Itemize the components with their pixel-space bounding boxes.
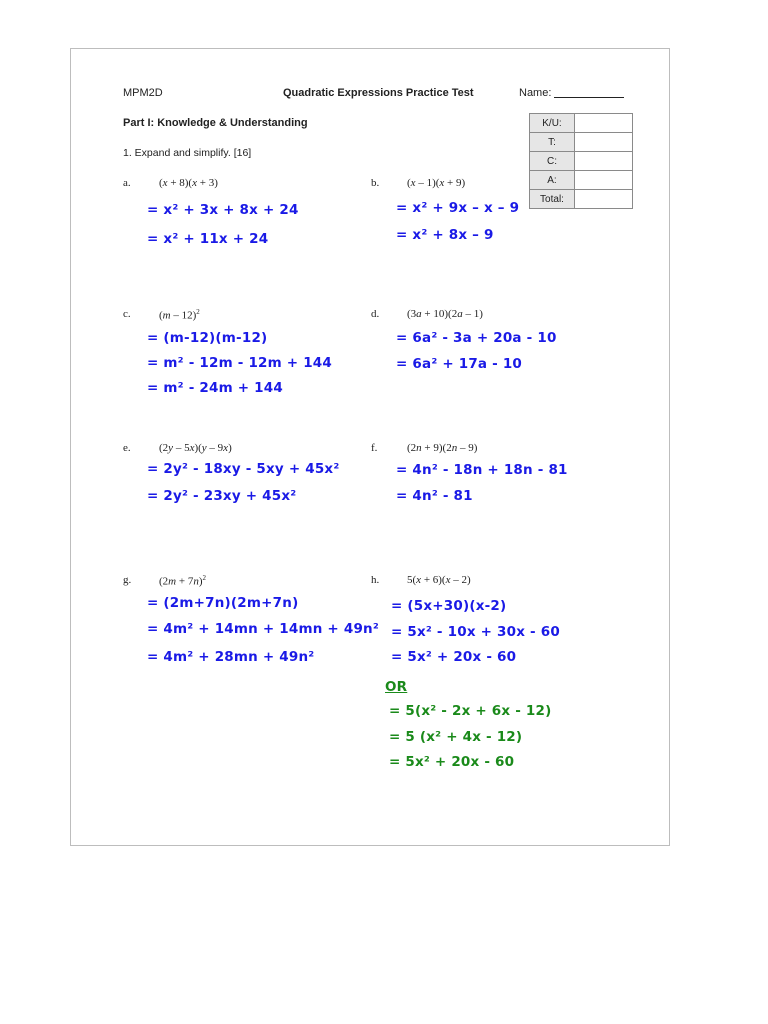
problem-g-expression: $(2m + 7n)^2$	[159, 574, 207, 588]
problem-a-expression: (x + 8)(x + 3)	[159, 177, 218, 189]
alternative-or-label: OR	[385, 679, 408, 695]
problem-h-alt-step-2: = 5 (x² + 4x - 12)	[389, 729, 523, 745]
problem-h-step-1: = (5x+30)(x-2)	[391, 598, 507, 614]
problem-f-label: f.	[371, 442, 378, 454]
problem-h-step-2: = 5x² - 10x + 30x - 60	[391, 624, 560, 640]
score-row	[530, 190, 633, 209]
problem-e-expression: (2y – 5x)(y – 9x)	[159, 442, 232, 454]
score-label: Total:	[530, 190, 575, 209]
score-label: C:	[530, 152, 575, 171]
problem-d-step-2: = 6a² + 17a - 10	[396, 356, 523, 372]
problem-b-expression: (x – 1)(x + 9)	[407, 177, 466, 189]
problem-c-label: c.	[123, 308, 131, 320]
problem-d-label: d.	[371, 308, 380, 320]
problem-c-step-3: = m² - 24m + 144	[147, 380, 283, 396]
problem-h-alt-step-1: = 5(x² - 2x + 6x - 12)	[389, 703, 552, 719]
worksheet-page	[70, 48, 670, 846]
problem-e-step-1: = 2y² - 18xy - 5xy + 45x²	[147, 461, 340, 477]
problem-a-step-1: = x² + 3x + 8x + 24	[147, 202, 299, 218]
score-label: T:	[530, 133, 575, 152]
problem-a-step-2: = x² + 11x + 24	[147, 231, 269, 247]
problem-d-step-1: = 6a² - 3a + 20a - 10	[396, 330, 557, 346]
problem-b-step-2: = x² + 8x – 9	[396, 227, 494, 243]
name-field	[519, 87, 624, 99]
problem-h-step-3: = 5x² + 20x - 60	[391, 649, 517, 665]
problem-g-step-1: = (2m+7n)(2m+7n)	[147, 595, 299, 611]
problem-g-step-3: = 4m² + 28mn + 49n²	[147, 649, 315, 665]
problem-h-alt-step-3: = 5x² + 20x - 60	[389, 754, 515, 770]
score-row	[530, 171, 633, 190]
score-label: A:	[530, 171, 575, 190]
instruction: 1. Expand and simplify. [16]	[123, 147, 252, 159]
problem-d-expression: (3a + 10)(2a – 1)	[407, 308, 483, 320]
problem-b-label: b.	[371, 177, 380, 189]
page-title: Quadratic Expressions Practice Test	[283, 87, 474, 99]
score-value	[575, 190, 633, 209]
problem-c-step-2: = m² - 12m - 12m + 144	[147, 355, 332, 371]
problem-f-step-2: = 4n² - 81	[396, 488, 473, 504]
score-row	[530, 133, 633, 152]
problem-f-step-1: = 4n² - 18n + 18n - 81	[396, 462, 568, 478]
problem-g-label: g.	[123, 574, 132, 586]
part-heading: Part I: Knowledge & Understanding	[123, 117, 308, 129]
problem-c-expression: (m – 12)$^2$	[159, 308, 200, 322]
score-row	[530, 114, 633, 133]
score-value	[575, 114, 633, 133]
problem-c-step-1: = (m-12)(m-12)	[147, 330, 268, 346]
problem-b-step-1: = x² + 9x – x – 9	[396, 200, 520, 216]
score-value	[575, 171, 633, 190]
score-label: K/U:	[530, 114, 575, 133]
problem-a-label: a.	[123, 177, 131, 189]
problem-e-label: e.	[123, 442, 131, 454]
problem-f-expression: (2n + 9)(2n – 9)	[407, 442, 478, 454]
score-value	[575, 133, 633, 152]
course-code: MPM2D	[123, 87, 163, 99]
score-row	[530, 152, 633, 171]
problem-h-expression: 5(x + 6)(x – 2)	[407, 574, 471, 586]
name-blank-line	[554, 87, 624, 98]
name-label: Name:	[519, 87, 552, 99]
problem-e-step-2: = 2y² - 23xy + 45x²	[147, 488, 297, 504]
problem-h-label: h.	[371, 574, 380, 586]
score-table	[529, 113, 633, 209]
problem-g-step-2: = 4m² + 14mn + 14mn + 49n²	[147, 621, 379, 637]
score-value	[575, 152, 633, 171]
